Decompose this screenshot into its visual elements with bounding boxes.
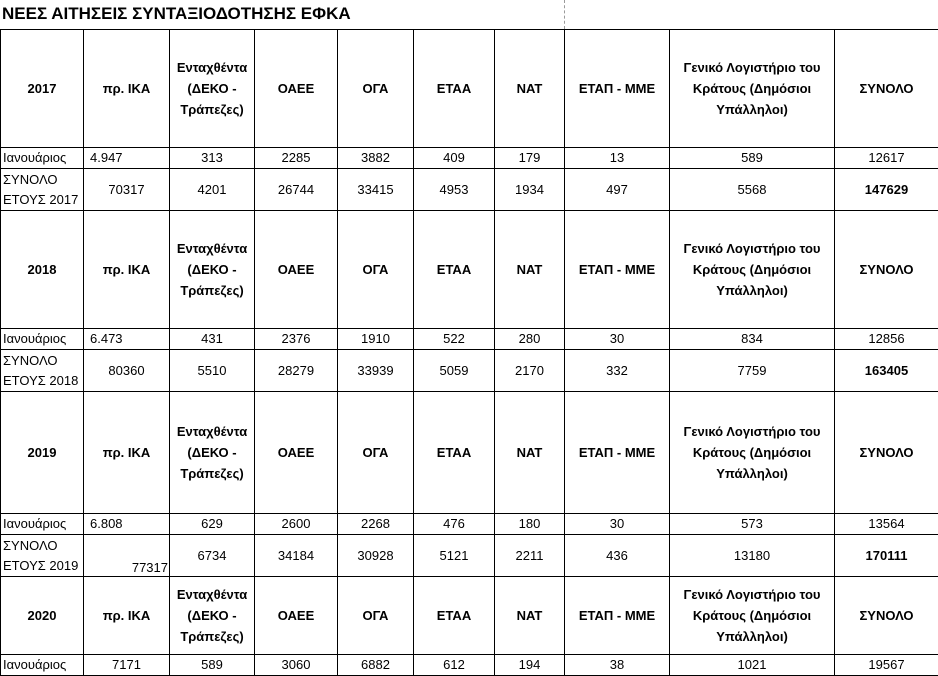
cell-ika: 6.473 [84,329,170,350]
col-oga: ΟΓΑ [338,211,414,329]
january-label: Ιανουάριος [1,329,84,350]
cell-ika: 6.808 [84,514,170,535]
year-total-label [1,350,84,392]
cell-glk: 589 [670,148,835,169]
cell-nat: 2170 [495,350,565,392]
col-etaa: ΕΤΑΑ [414,30,495,148]
col-entaxthenta-l1: Ενταχθέντα [170,421,254,442]
cell-entaxthenta: 4201 [170,169,255,211]
col-oaee: ΟΑΕΕ [255,577,338,655]
january-row-2019 [1,514,938,535]
cell-total: 19567 [835,655,938,676]
col-glk-l2: Κράτους (Δημόσιοι [670,259,834,280]
pension-applications-table [0,29,938,676]
cell-ika: 80360 [84,350,170,392]
cell-etap: 13 [565,148,670,169]
cell-glk: 7759 [670,350,835,392]
year-cell: 2017 [1,30,84,148]
col-glk [670,30,835,148]
col-entaxthenta-l3: Τράπεζες) [170,99,254,120]
january-label: Ιανουάριος [1,148,84,169]
col-oga: ΟΓΑ [338,392,414,514]
col-nat: ΝΑΤ [495,211,565,329]
january-row-2020 [1,655,938,676]
cell-oga: 33939 [338,350,414,392]
col-entaxthenta-l2: (ΔΕΚΟ - [170,78,254,99]
col-oga: ΟΓΑ [338,30,414,148]
col-entaxthenta-l2: (ΔΕΚΟ - [170,259,254,280]
cell-nat: 280 [495,329,565,350]
year-total-label-l2: ΕΤΟΥΣ 2018 [3,371,83,391]
col-oga: ΟΓΑ [338,577,414,655]
col-total: ΣΥΝΟΛΟ [835,577,938,655]
cell-etap: 38 [565,655,670,676]
cell-etaa: 409 [414,148,495,169]
col-ika: πρ. ΙΚΑ [84,211,170,329]
cell-etap: 497 [565,169,670,211]
col-entaxthenta-l1: Ενταχθέντα [170,57,254,78]
year-total-row-2019 [1,535,938,577]
col-glk [670,577,835,655]
col-nat: ΝΑΤ [495,577,565,655]
page-title: ΝΕΕΣ ΑΙΤΗΣΕΙΣ ΣΥΝΤΑΞΙΟΔΟΤΗΣΗΣ ΕΦΚΑ [2,4,351,24]
col-glk-l1: Γενικό Λογιστήριο του [670,421,834,442]
col-glk-l2: Κράτους (Δημόσιοι [670,605,834,626]
cell-total: 12617 [835,148,938,169]
col-nat: ΝΑΤ [495,392,565,514]
col-glk-l1: Γενικό Λογιστήριο του [670,57,834,78]
col-glk-l2: Κράτους (Δημόσιοι [670,442,834,463]
col-oaee: ΟΑΕΕ [255,211,338,329]
col-glk [670,392,835,514]
col-oaee: ΟΑΕΕ [255,30,338,148]
col-ika: πρ. ΙΚΑ [84,30,170,148]
cell-oaee: 2376 [255,329,338,350]
col-entaxthenta-l3: Τράπεζες) [170,280,254,301]
january-label: Ιανουάριος [1,514,84,535]
col-entaxthenta [170,577,255,655]
year-total-label [1,535,84,577]
col-entaxthenta-l3: Τράπεζες) [170,463,254,484]
cell-glk: 5568 [670,169,835,211]
cell-entaxthenta: 589 [170,655,255,676]
year-total-label-l1: ΣΥΝΟΛΟ [3,536,83,556]
january-label: Ιανουάριος [1,655,84,676]
col-glk-l1: Γενικό Λογιστήριο του [670,238,834,259]
col-etaa: ΕΤΑΑ [414,577,495,655]
year-total-label [1,169,84,211]
cell-etap: 30 [565,329,670,350]
cell-nat: 1934 [495,169,565,211]
cell-oga: 6882 [338,655,414,676]
cell-ika: 7171 [84,655,170,676]
cell-total: 170111 [835,535,938,577]
cell-oga: 30928 [338,535,414,577]
cell-entaxthenta: 313 [170,148,255,169]
cell-oga: 1910 [338,329,414,350]
col-entaxthenta [170,211,255,329]
cell-entaxthenta: 5510 [170,350,255,392]
cell-oga: 2268 [338,514,414,535]
january-row-2017 [1,148,938,169]
cell-total: 13564 [835,514,938,535]
cell-oaee: 2600 [255,514,338,535]
cell-nat: 180 [495,514,565,535]
col-entaxthenta-l1: Ενταχθέντα [170,584,254,605]
cell-etap: 30 [565,514,670,535]
cell-oaee: 34184 [255,535,338,577]
cell-glk: 573 [670,514,835,535]
cell-etap: 332 [565,350,670,392]
year-total-label-l1: ΣΥΝΟΛΟ [3,351,83,371]
year-total-row-2017 [1,169,938,211]
col-nat: ΝΑΤ [495,30,565,148]
col-etaa: ΕΤΑΑ [414,392,495,514]
cell-oaee: 28279 [255,350,338,392]
col-glk-l3: Υπάλληλοι) [670,280,834,301]
col-etaa: ΕΤΑΑ [414,211,495,329]
col-ika: πρ. ΙΚΑ [84,392,170,514]
col-glk-l3: Υπάλληλοι) [670,99,834,120]
cell-glk: 13180 [670,535,835,577]
year-cell: 2019 [1,392,84,514]
cell-ika: 77317 [84,535,170,577]
cell-oga: 3882 [338,148,414,169]
cell-etaa: 522 [414,329,495,350]
cell-etaa: 5121 [414,535,495,577]
col-entaxthenta-l2: (ΔΕΚΟ - [170,605,254,626]
col-total: ΣΥΝΟΛΟ [835,30,938,148]
cell-glk: 1021 [670,655,835,676]
col-entaxthenta-l3: Τράπεζες) [170,626,254,647]
col-glk-l3: Υπάλληλοι) [670,626,834,647]
col-etap: ΕΤΑΠ - ΜΜΕ [565,577,670,655]
col-total: ΣΥΝΟΛΟ [835,392,938,514]
cell-nat: 194 [495,655,565,676]
col-etap: ΕΤΑΠ - ΜΜΕ [565,30,670,148]
cell-etaa: 5059 [414,350,495,392]
year-cell: 2018 [1,211,84,329]
january-row-2018 [1,329,938,350]
col-entaxthenta [170,392,255,514]
col-etap: ΕΤΑΠ - ΜΜΕ [565,211,670,329]
column-divider [564,0,565,29]
col-entaxthenta-l1: Ενταχθέντα [170,238,254,259]
header-row-2020 [1,577,938,655]
cell-total: 147629 [835,169,938,211]
year-total-label-l2: ΕΤΟΥΣ 2017 [3,190,83,210]
cell-entaxthenta: 6734 [170,535,255,577]
col-total: ΣΥΝΟΛΟ [835,211,938,329]
cell-oga: 33415 [338,169,414,211]
col-glk-l1: Γενικό Λογιστήριο του [670,584,834,605]
col-ika: πρ. ΙΚΑ [84,577,170,655]
header-row-2019 [1,392,938,514]
cell-etaa: 476 [414,514,495,535]
year-total-row-2018 [1,350,938,392]
year-total-label-l1: ΣΥΝΟΛΟ [3,170,83,190]
cell-oaee: 2285 [255,148,338,169]
year-total-label-l2: ΕΤΟΥΣ 2019 [3,556,83,576]
col-glk [670,211,835,329]
cell-nat: 179 [495,148,565,169]
col-glk-l2: Κράτους (Δημόσιοι [670,78,834,99]
col-oaee: ΟΑΕΕ [255,392,338,514]
cell-total: 12856 [835,329,938,350]
col-glk-l3: Υπάλληλοι) [670,463,834,484]
header-row-2018 [1,211,938,329]
cell-ika: 70317 [84,169,170,211]
cell-etap: 436 [565,535,670,577]
cell-etaa: 4953 [414,169,495,211]
cell-glk: 834 [670,329,835,350]
year-cell: 2020 [1,577,84,655]
cell-entaxthenta: 629 [170,514,255,535]
header-row-2017 [1,30,938,148]
cell-nat: 2211 [495,535,565,577]
col-entaxthenta [170,30,255,148]
col-etap: ΕΤΑΠ - ΜΜΕ [565,392,670,514]
col-entaxthenta-l2: (ΔΕΚΟ - [170,442,254,463]
cell-total: 163405 [835,350,938,392]
cell-oaee: 3060 [255,655,338,676]
cell-oaee: 26744 [255,169,338,211]
cell-etaa: 612 [414,655,495,676]
cell-entaxthenta: 431 [170,329,255,350]
cell-ika: 4.947 [84,148,170,169]
